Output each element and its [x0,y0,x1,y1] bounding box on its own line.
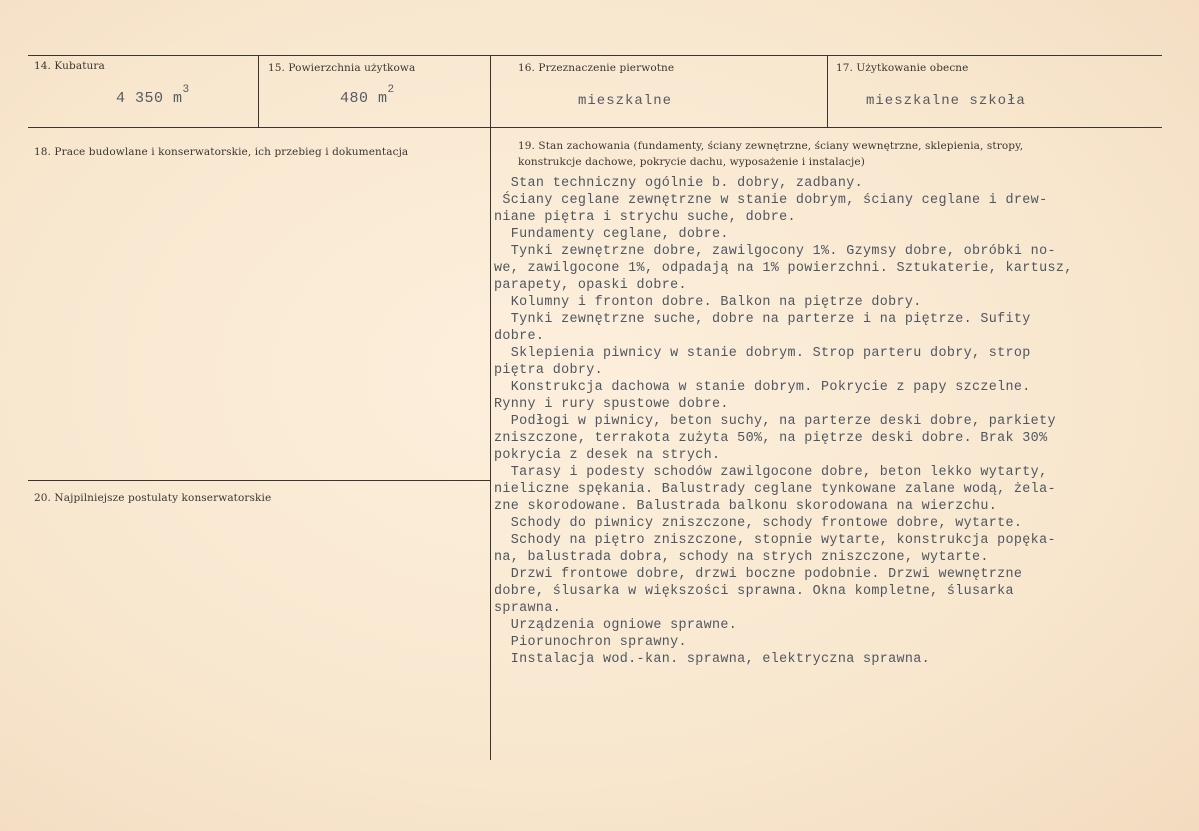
top-rule [28,55,1162,56]
text-line: parapety, opaski dobre. [494,278,687,293]
value-kubatura [116,84,190,107]
text-line: Podłogi w piwnicy, beton suchy, na parterze deski dobre, parkiety [494,414,1056,429]
value-powierzchnia-exponent: 2 [387,84,395,96]
value-uzytkowanie: mieszkalne szkoła [866,93,1026,109]
value-kubatura-exponent: 3 [182,84,190,96]
text-line: dobre, ślusarka w większości sprawna. Okna kompletne, ślusarka [494,584,1014,599]
text-line: Kolumny i fronton dobre. Balkon na piętrze dobry. [494,295,922,310]
text-line: Tarasy i podesty schodów zawilgocone dobre, beton lekko wytarty, [494,465,1048,480]
text-line: na, balustrada dobra, schody na strych zniszczone, wytarte. [494,550,989,565]
text-line: Urządzenia ogniowe sprawne. [494,618,738,633]
left-section-rule [28,480,490,481]
text-line: dobre. [494,329,545,344]
text-line: sprawna. [494,601,562,616]
text-line: zniszczone, terrakota zużyta 50%, na piętrze deski dobre. Brak 30% [494,431,1048,446]
text-line: nieliczne spękania. Balustrady ceglane tynkowane zalane wodą, żela- [494,482,1056,497]
label-przeznaczenie: 16. Przeznaczenie pierwotne [518,62,675,74]
text-line: Rynny i rury spustowe dobre. [494,397,729,412]
label-postulaty: 20. Najpilniejsze postulaty konserwatorskie [34,492,272,504]
text-line: Sklepienia piwnicy w stanie dobrym. Strop parteru dobry, strop [494,346,1031,361]
label-uzytkowanie: 17. Użytkowanie obecne [836,62,969,74]
text-line: Tynki zewnętrzne dobre, zawilgocony 1%. Gzymsy dobre, obróbki no- [494,244,1056,259]
value-powierzchnia-text: 480 m [340,90,388,107]
value-powierzchnia [340,84,395,107]
text-line: zne skorodowane. Balustrada balkonu skorodowana na wierzchu. [494,499,998,514]
divider-14-15 [258,55,259,127]
text-line: Drzwi frontowe dobre, drzwi boczne podobnie. Drzwi wewnętrzne [494,567,1023,582]
row-rule [28,127,1162,128]
text-line: Piorunochron sprawny. [494,635,687,650]
text-line: piętra dobry. [494,363,604,378]
text-line: Schody do piwnicy zniszczone, schody frontowe dobre, wytarte. [494,516,1023,531]
text-line: Ściany ceglane zewnętrzne w stanie dobrym, ściany ceglane i drew- [494,193,1048,208]
value-kubatura-text: 4 350 m [116,90,183,107]
value-przeznaczenie: mieszkalne [578,93,673,109]
label-powierzchnia: 15. Powierzchnia użytkowa [268,62,416,74]
text-line: Schody na piętro zniszczone, stopnie wytarte, konstrukcja popęka- [494,533,1056,548]
text-line: niane piętra i strychu suche, dobre. [494,210,796,225]
text-line: pokrycia z desek na strych. [494,448,721,463]
stan-zachowania-text [494,175,1194,668]
text-line: Instalacja wod.-kan. sprawna, elektryczna sprawna. [494,652,931,667]
label-prace-budowlane: 18. Prace budowlane i konserwatorskie, ich przebieg i dokumentacja [34,146,409,158]
text-line: Stan techniczny ogólnie b. dobry, zadbany. [494,176,863,191]
text-line: Tynki zewnętrzne suche, dobre na parterze i na piętrze. Sufity [494,312,1031,327]
text-line: Fundamenty ceglane, dobre. [494,227,729,242]
divider-15-16 [490,55,491,760]
text-line: Konstrukcja dachowa w stanie dobrym. Pokrycie z papy szczelne. [494,380,1031,395]
divider-16-17 [827,55,828,127]
label-stan-zachowania-line2: konstrukcje dachowe, pokrycie dachu, wyposażenie i instalacje) [518,156,865,168]
label-kubatura: 14. Kubatura [34,60,105,72]
label-stan-zachowania-line1: 19. Stan zachowania (fundamenty, ściany zewnętrzne, ściany wewnętrzne, sklepienia, stropy, [518,140,1024,152]
text-line: we, zawilgocone 1%, odpadają na 1% powierzchni. Sztukaterie, kartusz, [494,261,1073,276]
